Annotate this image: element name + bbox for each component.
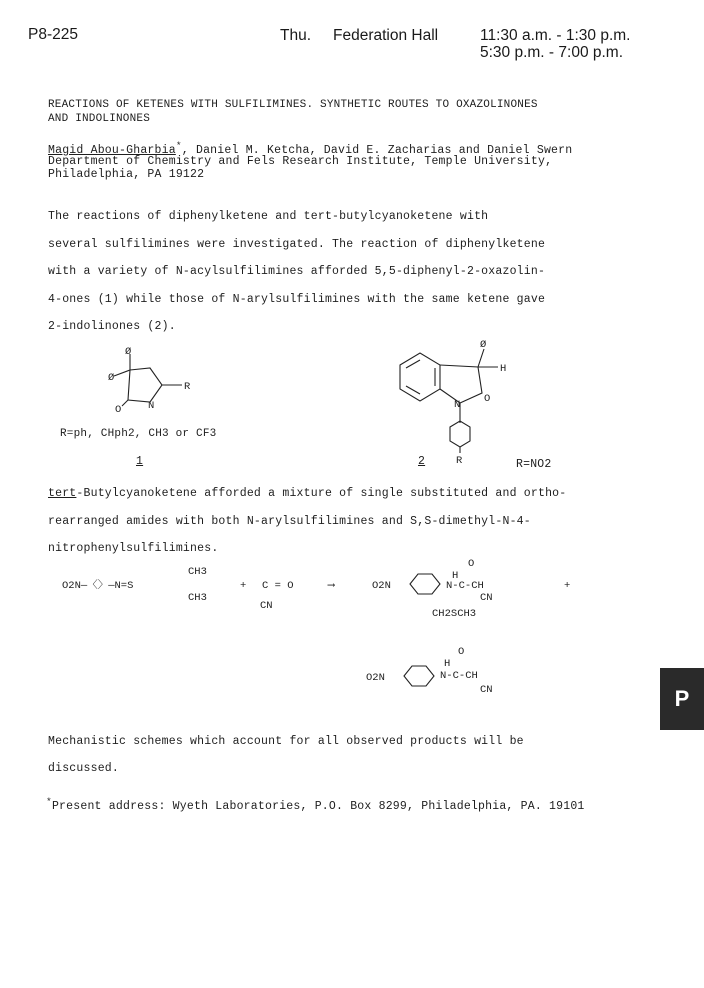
nitrogen-label: N (148, 400, 155, 412)
compound-2-r-definition: R=NO2 (516, 458, 552, 471)
product-2-cyano: CN (480, 684, 493, 696)
author-primary: Magid Abou-Gharbia (48, 143, 176, 157)
session-code: P8-225 (28, 26, 78, 43)
affiliation-line2: Philadelphia, PA 19122 (48, 168, 205, 181)
plus-sign-2: + (564, 580, 571, 592)
plus-sign: + (240, 580, 247, 592)
cyano-label: CN (260, 600, 273, 612)
tert-word: tert (48, 487, 77, 500)
phenyl-label: Ø (480, 339, 487, 351)
reaction-scheme (60, 558, 620, 698)
footnote-mark: * (46, 796, 52, 807)
para2-line3: nitrophenylsulfilimines. (48, 542, 219, 555)
phenyl-left-label: Ø (108, 372, 115, 384)
para2-line1 (48, 487, 566, 500)
phenyl-bond-left (114, 370, 130, 376)
affiliation-line1: Department of Chemistry and Fels Research Institute, Temple University, (48, 155, 553, 168)
product-1-ring (410, 574, 440, 594)
para2-line2: rearranged amides with both N-arylsulfilimines and S,S-dimethyl-N-4- (48, 515, 531, 528)
product-1-nh: H (452, 570, 459, 582)
mechanistic-line2: discussed. (48, 762, 120, 775)
product-2-carbonyl: O (458, 646, 465, 658)
section-tab-p: P (660, 668, 704, 730)
paper-title-line2: AND INDOLINONES (48, 113, 151, 125)
author-others: , Daniel M. Ketcha, David E. Zacharias and Daniel Swern (181, 143, 573, 157)
product-1-carbonyl: O (468, 558, 475, 570)
compound-2-label: 2 (418, 455, 426, 468)
product-1-side-chain: CH2SCH3 (432, 608, 477, 620)
methyl-label-top: CH3 (188, 566, 207, 578)
lactam-ring (440, 365, 482, 403)
ketene-label: C = O (262, 580, 294, 592)
session-time-1: 11:30 a.m. - 1:30 p.m. (480, 27, 631, 44)
aromatic-bond (406, 360, 420, 368)
compound-2-structure (380, 335, 530, 465)
oxygen-label: O (484, 393, 491, 405)
phenyl-top-label: Ø (125, 346, 132, 358)
r-label: R (456, 455, 463, 465)
reaction-arrow: ⟶ (328, 580, 335, 592)
product-1-no2: O2N (372, 580, 391, 592)
carbonyl-bond (122, 400, 128, 406)
session-day: Thu. (280, 27, 312, 44)
footnote (46, 796, 585, 813)
phenyl-bond (478, 349, 484, 367)
abstract-line: several sulfilimines were investigated. The reaction of diphenylketene (48, 238, 546, 251)
n-aryl-ring (450, 421, 470, 447)
compound-1-label: 1 (136, 455, 144, 468)
compound-1-substituents: R=ph, CHph2, CH3 or CF3 (60, 428, 217, 440)
paper-title-line1: REACTIONS OF KETENES WITH SULFILIMINES. SYNTHETIC ROUTES TO OXAZOLINONES (48, 99, 538, 111)
product-1-amide: N-C-CH (446, 580, 484, 592)
abstract-line: with a variety of N-acylsulfilimines afforded 5,5-diphenyl-2-oxazolin- (48, 265, 546, 278)
hydrogen-label: H (500, 363, 507, 375)
product-2-no2: O2N (366, 672, 385, 684)
methyl-label-bottom: CH3 (188, 592, 207, 604)
session-time-2: 5:30 p.m. - 7:00 p.m. (480, 44, 624, 61)
nitrogen-label: N (454, 399, 461, 411)
product-2-amide: N-C-CH (440, 670, 478, 682)
abstract-line: 4-ones (1) while those of N-arylsulfilimines with the same ketene gave (48, 293, 546, 306)
aromatic-bond (406, 386, 420, 394)
reactant-1: O2N—〈〉—N=S (62, 580, 134, 592)
mechanistic-line1: Mechanistic schemes which account for all observed products will be (48, 735, 524, 748)
oxygen-label: O (115, 404, 122, 416)
abstract-line: 2-indolinones (2). (48, 320, 176, 333)
r-label: R (184, 381, 191, 393)
oxazolinone-ring (128, 368, 162, 402)
product-1-cyano: CN (480, 592, 493, 604)
product-2-nh: H (444, 658, 451, 670)
session-venue: Federation Hall (333, 27, 439, 44)
para2-text: -Butylcyanoketene afforded a mixture of single substituted and ortho- (76, 487, 567, 500)
author-footnote-mark: * (175, 140, 182, 151)
product-2-ring (404, 666, 434, 686)
compound-1-structure (100, 340, 220, 420)
footnote-text: Present address: Wyeth Laboratories, P.O. Box 8299, Philadelphia, PA. 19101 (51, 799, 585, 813)
abstract-line: The reactions of diphenylketene and tert-butylcyanoketene with (48, 210, 489, 223)
